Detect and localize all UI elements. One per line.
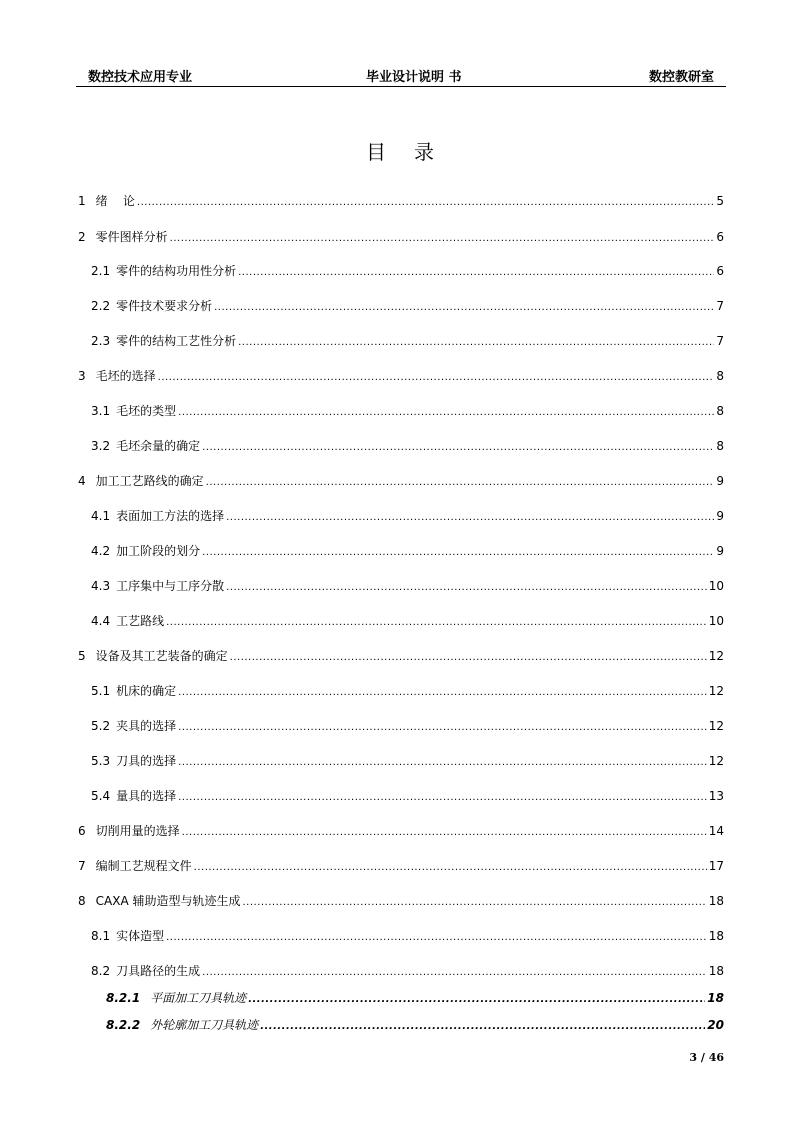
- toc-entry-number: 4: [78, 474, 86, 488]
- toc-entry-number: 2.1: [91, 264, 111, 278]
- toc-entry[interactable]: [91, 544, 724, 560]
- toc-entry-label: 外轮廓加工刀具轨迹: [150, 1018, 259, 1032]
- toc-entry-page: 18: [707, 991, 724, 1005]
- toc-entry-label: 编制工艺规程文件: [95, 859, 192, 873]
- toc-entry-number: 8.2.2: [106, 1018, 141, 1032]
- toc-entry-label: 工序集中与工序分散: [116, 579, 225, 593]
- toc-entry-page: 9: [716, 474, 724, 488]
- toc-entry-number: 5.4: [91, 789, 111, 803]
- toc-entry-label: 零件的结构工艺性分析: [116, 334, 237, 348]
- toc-entry-number: 2: [78, 230, 86, 244]
- toc-entry-page: 12: [708, 684, 724, 698]
- toc-entry-label: 切削用量的选择: [95, 824, 180, 838]
- toc-leader-dots: [194, 859, 707, 875]
- toc-entry-label: 加工阶段的划分: [116, 544, 201, 558]
- toc-entry-page: 6: [716, 230, 724, 244]
- toc-entry-number: 4.1: [91, 509, 111, 523]
- toc-entry-label: CAXA 辅助造型与轨迹生成: [95, 894, 241, 908]
- toc-entry-number: 3: [78, 369, 86, 383]
- toc-entry-number: 1: [78, 194, 86, 208]
- toc-entry[interactable]: [91, 684, 724, 700]
- toc-leader-dots: [178, 789, 707, 805]
- toc-entry-number: 5.2: [91, 719, 111, 733]
- toc-entry-label: 表面加工方法的选择: [116, 509, 225, 523]
- page-number: 3 / 46: [689, 1051, 724, 1064]
- toc-leader-dots: [166, 929, 707, 945]
- toc-entry-label: 零件的结构功用性分析: [116, 264, 237, 278]
- toc-entry-number: 3.1: [91, 404, 111, 418]
- toc-entry[interactable]: [91, 789, 724, 805]
- toc-entry-page: 9: [716, 544, 724, 558]
- toc-entry[interactable]: [78, 859, 724, 875]
- toc-leader-dots: [238, 334, 714, 350]
- toc-entry[interactable]: [78, 824, 724, 840]
- toc-entry-page: 8: [716, 404, 724, 418]
- toc-entry[interactable]: [91, 299, 724, 315]
- toc-entry-label: 零件技术要求分析: [116, 299, 213, 313]
- toc-leader-dots: [248, 991, 705, 1007]
- toc-leader-dots: [226, 579, 707, 595]
- toc-entry-page: 12: [708, 754, 724, 768]
- toc-leader-dots: [137, 194, 714, 210]
- toc-leader-dots: [242, 894, 706, 910]
- toc-entry[interactable]: [91, 404, 724, 420]
- toc-entry-number: 8: [78, 894, 86, 908]
- toc-entry-number: 8.1: [91, 929, 111, 943]
- toc-entry[interactable]: [106, 1018, 724, 1034]
- toc-entry[interactable]: [91, 579, 724, 595]
- toc-entry-label: 零件图样分析: [95, 230, 168, 244]
- toc-entry-label: 夹具的选择: [116, 719, 177, 733]
- toc-entry-page: 12: [708, 719, 724, 733]
- toc-entry-page: 17: [708, 859, 724, 873]
- toc-entry-page: 7: [716, 334, 724, 348]
- toc-entry-page: 20: [707, 1018, 724, 1032]
- toc-entry-page: 8: [716, 369, 724, 383]
- toc-entry[interactable]: [91, 614, 724, 630]
- header-doc-title: 毕业设计说明 书: [366, 70, 462, 85]
- toc-leader-dots: [206, 474, 715, 490]
- toc-entry-number: 4.3: [91, 579, 111, 593]
- toc-entry-label: 实体造型: [116, 929, 165, 943]
- toc-entry-number: 2.2: [91, 299, 111, 313]
- toc-leader-dots: [202, 439, 714, 455]
- toc-leader-dots: [226, 509, 714, 525]
- toc-entry-page: 10: [708, 614, 724, 628]
- toc-entry-label: 工艺路线: [116, 614, 165, 628]
- toc-entry-page: 7: [716, 299, 724, 313]
- toc-entry-number: 5.1: [91, 684, 111, 698]
- toc-entry[interactable]: [78, 894, 724, 910]
- toc-entry-label: 刀具路径的生成: [116, 964, 201, 978]
- toc-entry-page: 6: [716, 264, 724, 278]
- toc-entry-label: 量具的选择: [116, 789, 177, 803]
- toc-entry-number: 8.2.1: [106, 991, 141, 1005]
- toc-entry-page: 5: [716, 194, 724, 208]
- toc-leader-dots: [202, 964, 707, 980]
- toc-entry-page: 10: [708, 579, 724, 593]
- toc-entry[interactable]: [91, 264, 724, 280]
- toc-entry[interactable]: [78, 649, 724, 665]
- toc-entry-number: 7: [78, 859, 86, 873]
- toc-leader-dots: [202, 544, 714, 560]
- toc-entry-number: 4.2: [91, 544, 111, 558]
- toc-entry-page: 18: [708, 894, 724, 908]
- toc-leader-dots: [182, 824, 707, 840]
- toc-entry-number: 3.2: [91, 439, 111, 453]
- toc-entry[interactable]: [91, 754, 724, 770]
- toc-entry-page: 8: [716, 439, 724, 453]
- toc-entry[interactable]: [91, 964, 724, 980]
- toc-entry-page: 12: [708, 649, 724, 663]
- toc-entry-page: 18: [708, 964, 724, 978]
- toc-entry[interactable]: [91, 334, 724, 350]
- toc-entry-label: 绪 论: [95, 194, 135, 208]
- toc-entry-page: 18: [708, 929, 724, 943]
- toc-entry[interactable]: [78, 194, 724, 210]
- toc-leader-dots: [158, 369, 715, 385]
- toc-entry-page: 13: [708, 789, 724, 803]
- toc-leader-dots: [178, 684, 707, 700]
- toc-entry-label: 刀具的选择: [116, 754, 177, 768]
- toc-entry-label: 毛坯的选择: [95, 369, 156, 383]
- toc-entry-page: 9: [716, 509, 724, 523]
- header-department: 数控教研室: [648, 70, 714, 85]
- toc-entry[interactable]: [78, 474, 724, 490]
- toc-entry-label: 加工工艺路线的确定: [95, 474, 204, 488]
- toc-leader-dots: [214, 299, 714, 315]
- toc-entry-label: 机床的确定: [116, 684, 177, 698]
- toc-entry-label: 毛坯的类型: [116, 404, 177, 418]
- toc-leader-dots: [166, 614, 707, 630]
- toc-entry[interactable]: [78, 369, 724, 385]
- toc-entry-label: 设备及其工艺装备的确定: [95, 649, 228, 663]
- toc-entry-label: 毛坯余量的确定: [116, 439, 201, 453]
- toc-leader-dots: [178, 754, 707, 770]
- toc-entry-number: 2.3: [91, 334, 111, 348]
- toc-entry-page: 14: [708, 824, 724, 838]
- header-major: 数控技术应用专业: [88, 70, 193, 85]
- toc-title-char-1: 目: [366, 140, 386, 164]
- toc-entry[interactable]: [106, 991, 724, 1007]
- toc-entry-label: 平面加工刀具轨迹: [150, 991, 247, 1005]
- toc-leader-dots: [170, 230, 715, 246]
- toc-entry[interactable]: [91, 439, 724, 455]
- toc-entry-number: 5: [78, 649, 86, 663]
- toc-leader-dots: [178, 719, 707, 735]
- toc-entry-number: 5.3: [91, 754, 111, 768]
- toc-entry[interactable]: [91, 929, 724, 945]
- toc-leader-dots: [238, 264, 714, 280]
- toc-entry-number: 4.4: [91, 614, 111, 628]
- toc-entry[interactable]: [91, 719, 724, 735]
- toc-leader-dots: [178, 404, 714, 420]
- toc-title-char-2: 录: [414, 140, 434, 164]
- toc-entry-number: 6: [78, 824, 86, 838]
- toc-leader-dots: [230, 649, 707, 665]
- toc-entry[interactable]: [91, 509, 724, 525]
- toc-entry[interactable]: [78, 230, 724, 246]
- toc-leader-dots: [260, 1018, 705, 1034]
- toc-entry-number: 8.2: [91, 964, 111, 978]
